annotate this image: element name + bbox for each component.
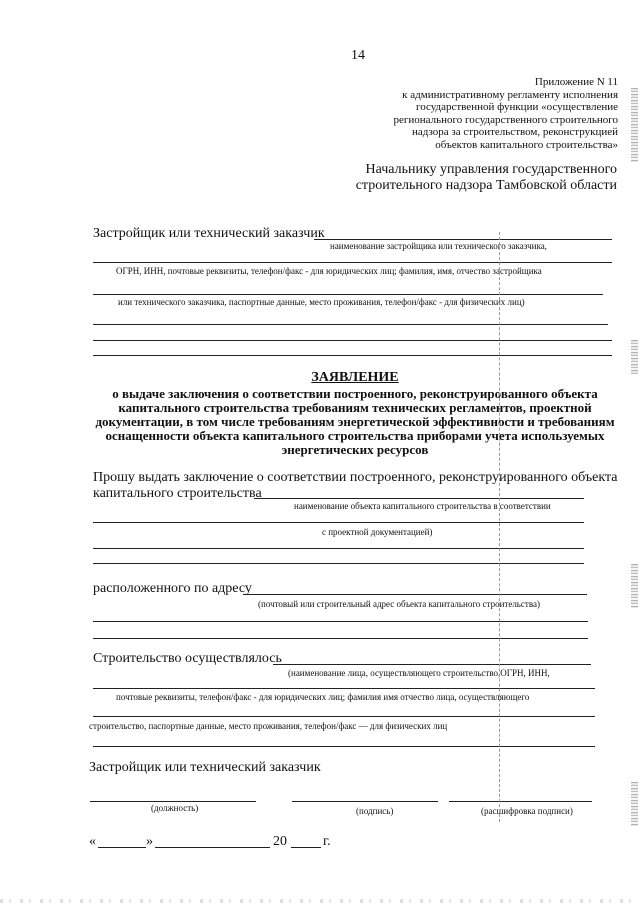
developer-hint-3: или технического заказчика, паспортные данные, место проживания, телефон/факс - для физических лиц) <box>118 297 525 307</box>
position-field[interactable] <box>90 801 256 802</box>
addressee-block <box>330 162 617 194</box>
signature-hint: (подпись) <box>356 806 394 816</box>
construction-field-line-2[interactable] <box>93 688 595 689</box>
scan-bottom-strip <box>0 899 640 903</box>
subject-line: о выдаче заключения о соответствии построенного, реконструированного объекта <box>112 386 598 401</box>
developer-hint-2: ОГРН, ИНН, почтовые реквизиты, телефон/факс - для юридических лиц; фамилия, имя, отчество застройщика <box>116 266 542 276</box>
appendix-line: государственной функции «осуществление <box>415 101 618 113</box>
developer-field-line-6[interactable] <box>93 355 612 356</box>
appendix-block <box>330 76 618 151</box>
appendix-line: надзора за строительством, реконструкцией <box>412 126 618 138</box>
developer-label: Застройщик или технический заказчик <box>93 226 325 241</box>
address-field-line-2[interactable] <box>93 621 588 622</box>
page-number: 14 <box>351 48 365 63</box>
appendix-line: объектов капитального строительства» <box>435 138 618 151</box>
request-line-2: капитального строительства <box>93 486 262 501</box>
date-month-field[interactable] <box>155 847 270 848</box>
appendix-line: регионального государственного строительного <box>393 113 618 126</box>
construction-field-line-3[interactable] <box>93 716 595 717</box>
signature-field[interactable] <box>292 801 438 802</box>
construction-hint-2: почтовые реквизиты, телефон/факс - для юридических лиц; фамилия имя отчество лица, осуществляющего <box>116 692 530 702</box>
subject-line: оснащенности объекта капитального строительства приборами учета используемых <box>105 428 605 443</box>
subject-line: энергетических ресурсов <box>281 442 429 457</box>
construction-hint-3: строительство, паспортные данные, место проживания, телефон/факс — для физических лиц <box>89 721 448 731</box>
signature-label: Застройщик или технический заказчик <box>89 760 321 775</box>
date-year-field[interactable] <box>291 847 321 848</box>
object-field-line-3[interactable] <box>93 548 584 549</box>
date-close-quote: » <box>146 834 153 849</box>
construction-hint-1: (наименование лица, осуществляющего строительство,ОГРН, ИНН, <box>288 668 550 678</box>
subject-block <box>90 387 620 457</box>
address-label: расположенного по адресу <box>93 581 252 596</box>
developer-field-line-2[interactable] <box>93 262 612 263</box>
object-field-line-2[interactable] <box>93 522 584 523</box>
scan-edge-mark <box>631 340 638 374</box>
subject-line: капитального строительства требованиям технических регламентов, проектной <box>118 400 592 415</box>
request-line-1: Прошу выдать заключение о соответствии построенного, реконструированного объекта <box>93 470 618 485</box>
addressee-line: Начальнику управления государственного <box>365 162 617 177</box>
construction-field[interactable] <box>273 664 591 665</box>
position-hint: (должность) <box>151 803 199 813</box>
date-year-prefix: 20 <box>273 834 287 849</box>
scan-edge-mark <box>631 782 638 826</box>
developer-name-field[interactable] <box>314 239 612 240</box>
scan-fold-line <box>499 232 500 822</box>
object-field-line-4[interactable] <box>93 563 584 564</box>
decoding-hint: (расшифровка подписи) <box>481 806 573 816</box>
scan-edge-mark <box>631 564 638 608</box>
developer-field-line-4[interactable] <box>93 324 608 325</box>
subject-line: документации, в том числе требованиям энергетической эффективности и требованиям <box>95 414 615 429</box>
addressee-line: строительного надзора Тамбовской области <box>355 178 617 193</box>
object-name-field[interactable] <box>254 498 584 499</box>
appendix-line: Приложение N 11 <box>534 76 618 88</box>
address-hint: (почтовый или строительный адрес объекта капитального строительства) <box>258 599 540 609</box>
developer-hint-1: наименование застройщика или технического заказчика, <box>330 241 547 251</box>
construction-field-line-4[interactable] <box>93 746 595 747</box>
decoding-field[interactable] <box>449 801 592 802</box>
object-hint-2: с проектной документацией) <box>322 527 433 537</box>
address-field[interactable] <box>243 594 587 595</box>
appendix-line: к административному регламенту исполнения <box>402 88 618 101</box>
date-open-quote: « <box>89 834 96 849</box>
date-year-suffix: г. <box>323 834 331 849</box>
address-field-line-3[interactable] <box>93 638 588 639</box>
date-day-field[interactable] <box>98 847 146 848</box>
construction-label: Строительство осуществлялось <box>93 651 282 666</box>
object-hint-1: наименование объекта капитального строительства в соответствии <box>294 501 551 511</box>
developer-field-line-3[interactable] <box>93 294 603 295</box>
document-heading: ЗАЯВЛЕНИЕ <box>311 370 399 385</box>
scan-edge-mark <box>631 88 638 162</box>
developer-field-line-5[interactable] <box>93 340 612 341</box>
